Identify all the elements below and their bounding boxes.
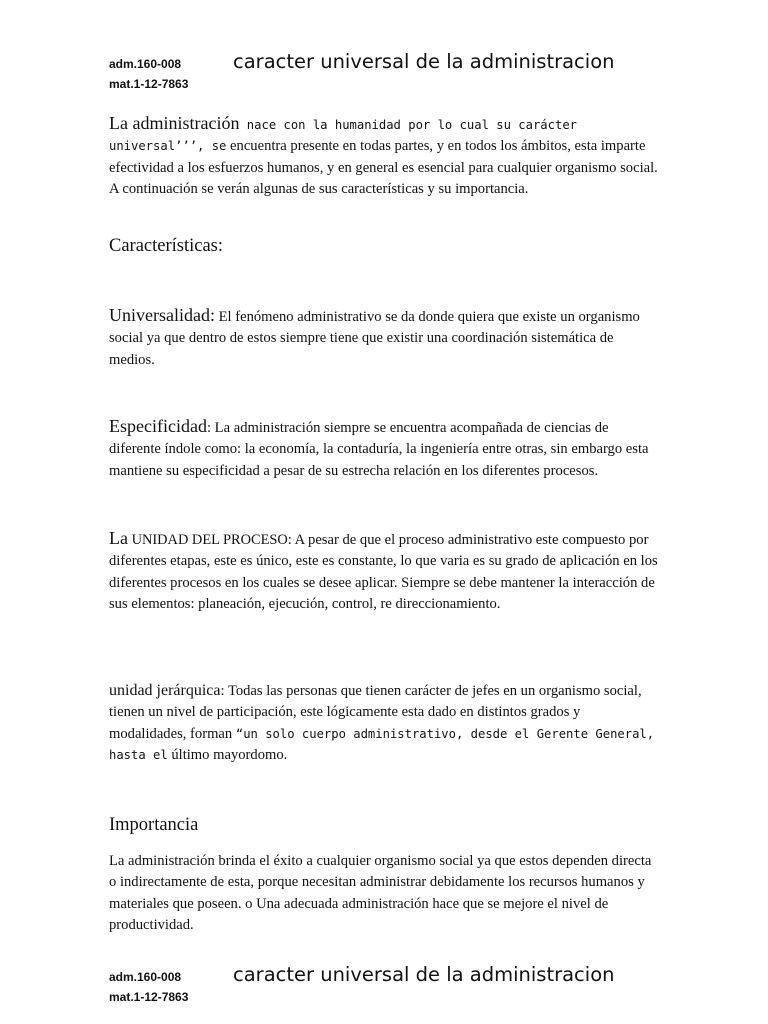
specificity-lead: Especificidad: [109, 416, 207, 436]
hierarchical-unity-paragraph: [109, 680, 661, 766]
process-unity-caps: UNIDAD DEL PROCESO: [127, 532, 288, 548]
intro-lead: La administración: [109, 113, 240, 133]
header-title: caracter universal de la administracion: [233, 963, 615, 986]
intro-text: encuentra presente en todas partes, y en todos los ámbitos, esta imparte efectividad a los esfuerzos humanos, y en general es esencial para cualquier organismo social. A continuación se verán algunas de sus características y su importancia.: [109, 138, 658, 197]
hierarchical-unity-lead: unidad jerárquica: [109, 682, 221, 699]
specificity-text: : La administración siempre se encuentra acompañada de ciencias de diferente índole como: la economía, la contaduría, la ingeniería entre otras, sin embargo esta mantiene su especificidad a pesar de su estrecha relación en los diferentes procesos.: [109, 420, 649, 479]
characteristics-heading: Características:: [109, 236, 224, 256]
universality-text: El fenómeno administrativo se da donde quiera que existe un organismo social ya que dentro de estos siempre tiene que existir una coordinación sistemática de medios.: [109, 309, 640, 368]
intro-mono-text: nace con la humanidad por lo cual su carácter universal’’’, se: [109, 118, 577, 154]
header-title: caracter universal de la administracion: [233, 50, 615, 73]
universality-paragraph: [109, 305, 661, 371]
process-unity-paragraph: [109, 528, 661, 615]
importance-paragraph: [109, 851, 661, 936]
process-unity-lead: La: [109, 528, 128, 548]
process-unity-text: : A pesar de que el proceso administrativo este compuesto por diferentes etapas, este es único, este es constante, lo que varia es su grado de aplicación en los diferentes procesos en los cuales se desee aplicar. Siempre se debe mantener la interacción de sus elementos: planeación, ejecución, control, re direccionamiento.: [109, 532, 658, 612]
document-code: adm.160-008: [109, 970, 182, 984]
page-header-repeat: [109, 963, 729, 1013]
universality-lead: Universalidad:: [109, 305, 215, 325]
hierarchical-unity-text: : Todas las personas que tienen carácter de jefes en un organismo social, tienen un nivel de participación, este lógicamente esta dado en distintos grados y modalidades, forman: [109, 683, 642, 742]
hierarchical-unity-mono: “un solo cuerpo administrativo, desde el Gerente General, hasta el: [109, 726, 655, 762]
registration-number: mat.1-12-7863: [109, 77, 189, 91]
specificity-paragraph: [109, 416, 661, 482]
page-header: [109, 50, 729, 100]
importance-heading: Importancia: [109, 815, 199, 835]
registration-number: mat.1-12-7863: [109, 990, 189, 1004]
importance-text: La administración brinda el éxito a cualquier organismo social ya que estos dependen directa o indirectamente de esta, porque necesitan administrar debidamente los recursos humanos y materiales que poseen. o Una adecuada administración hace que se mejore el nivel de productividad.: [109, 853, 652, 933]
intro-paragraph: [109, 113, 661, 200]
document-code: adm.160-008: [109, 57, 182, 71]
hierarchical-unity-end: último mayordomo.: [167, 746, 288, 763]
